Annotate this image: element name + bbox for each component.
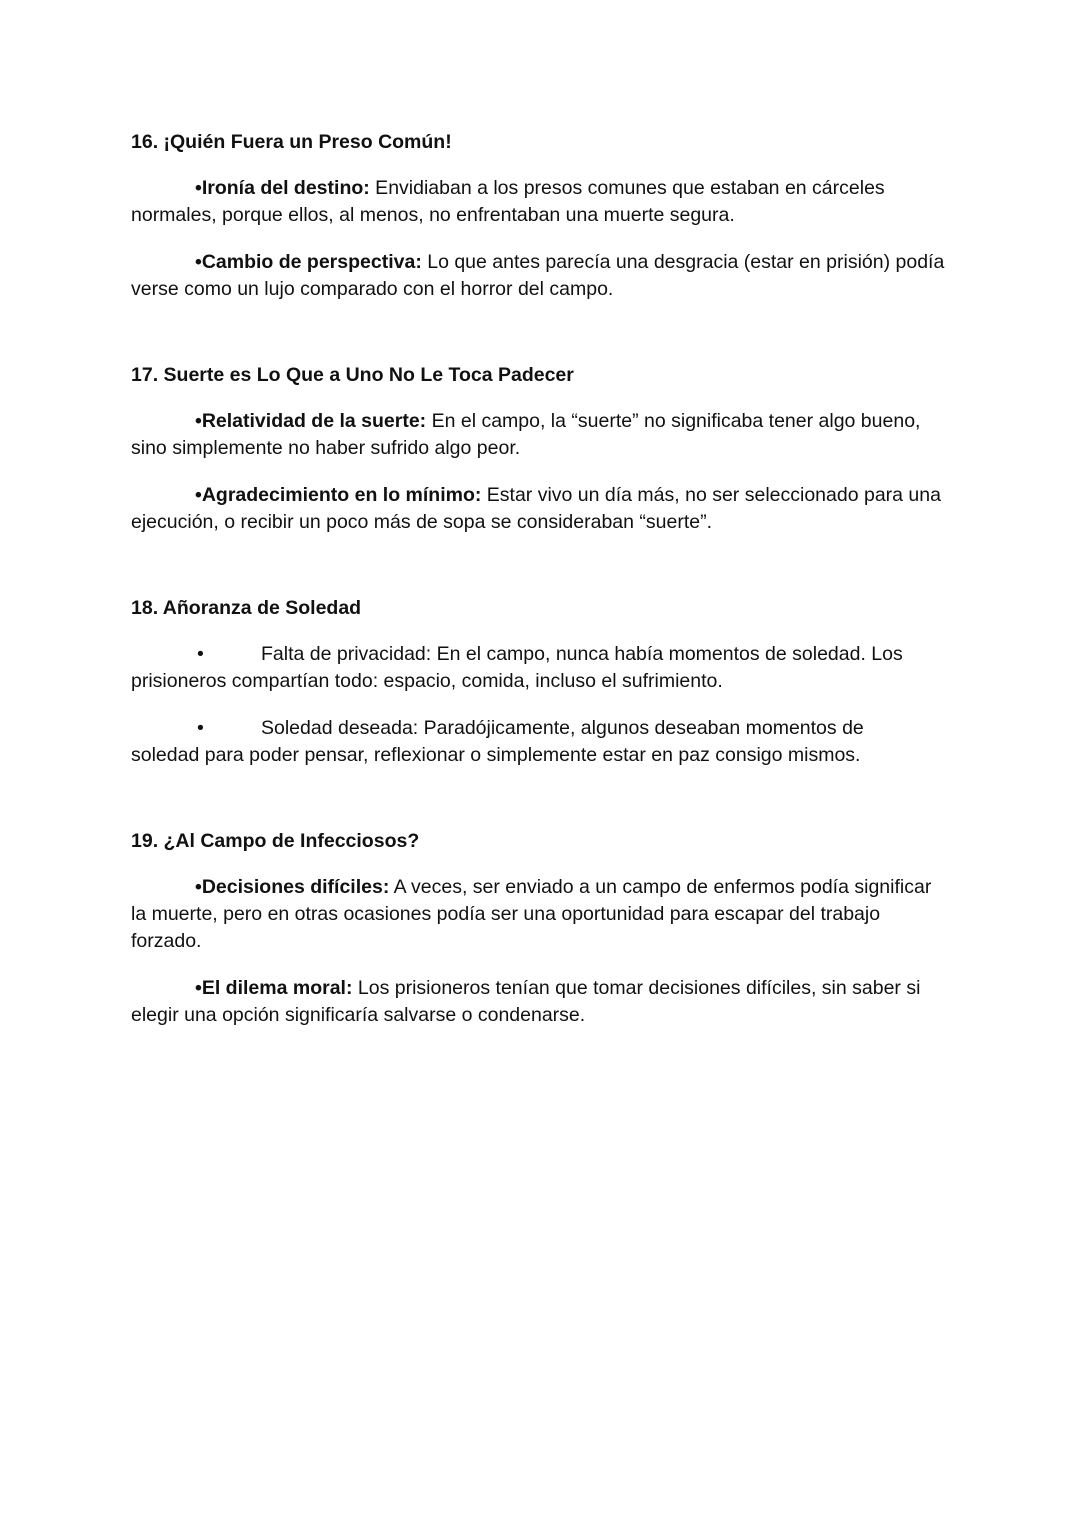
bullet-icon: • [197, 643, 204, 665]
paragraph-text: A veces, ser enviado a un campo de enfermos podía significar la muerte, pero en otras ocasiones podía ser una oportunidad para escapar del trabajo forzado. [131, 876, 932, 952]
paragraph-text: En el campo, la “suerte” no significaba tener algo bueno, sino simplemente no haber sufrido algo peor. [131, 410, 921, 459]
paragraph-text: Los prisioneros tenían que tomar decisiones difíciles, sin saber si elegir una opción significaría salvarse o condenarse. [131, 977, 921, 1026]
section-17 [131, 361, 946, 536]
section-heading: 17. Suerte es Lo Que a Uno No Le Toca Padecer [131, 364, 574, 386]
paragraph-term: •Ironía del destino: [195, 177, 370, 199]
paragraph-text: Lo que antes parecía una desgracia (estar en prisión) podía verse como un lujo comparado con el horror del campo. [131, 251, 945, 300]
document-page [131, 128, 946, 1049]
bullet-rest: prisioneros compartían todo: espacio, comida, incluso el sufrimiento. [131, 670, 723, 692]
paragraph-text: Envidiaban a los presos comunes que estaban en cárceles normales, porque ellos, al menos, no enfrentaban una muerte segura. [131, 177, 885, 226]
bullet-rest: soledad para poder pensar, reflexionar o simplemente estar en paz consigo mismos. [131, 744, 861, 766]
bullet-first-line: Falta de privacidad: En el campo, nunca había momentos de soledad. Los [261, 643, 903, 665]
section-heading: 16. ¡Quién Fuera un Preso Común! [131, 131, 452, 153]
section-16 [131, 128, 946, 303]
paragraph [131, 249, 946, 303]
paragraph [131, 175, 946, 229]
paragraph [131, 874, 946, 955]
paragraph-term: •Decisiones difíciles: [195, 876, 390, 898]
bullet-first-line: Soledad deseada: Paradójicamente, algunos deseaban momentos de [261, 717, 864, 739]
paragraph-term: •El dilema moral: [195, 977, 353, 999]
paragraph-term: •Cambio de perspectiva: [195, 251, 422, 273]
bullet-paragraph [131, 715, 946, 769]
paragraph-term: •Agradecimiento en lo mínimo: [195, 484, 482, 506]
section-19 [131, 827, 946, 1029]
paragraph [131, 482, 946, 536]
paragraph-text: Estar vivo un día más, no ser seleccionado para una ejecución, o recibir un poco más de sopa se consideraban “suerte”. [131, 484, 941, 533]
section-heading: 18. Añoranza de Soledad [131, 597, 362, 619]
paragraph [131, 408, 946, 462]
section-18 [131, 594, 946, 769]
paragraph [131, 975, 946, 1029]
bullet-paragraph [131, 641, 946, 695]
paragraph-term: •Relatividad de la suerte: [195, 410, 427, 432]
section-heading: 19. ¿Al Campo de Infecciosos? [131, 830, 420, 852]
bullet-icon: • [197, 717, 204, 739]
